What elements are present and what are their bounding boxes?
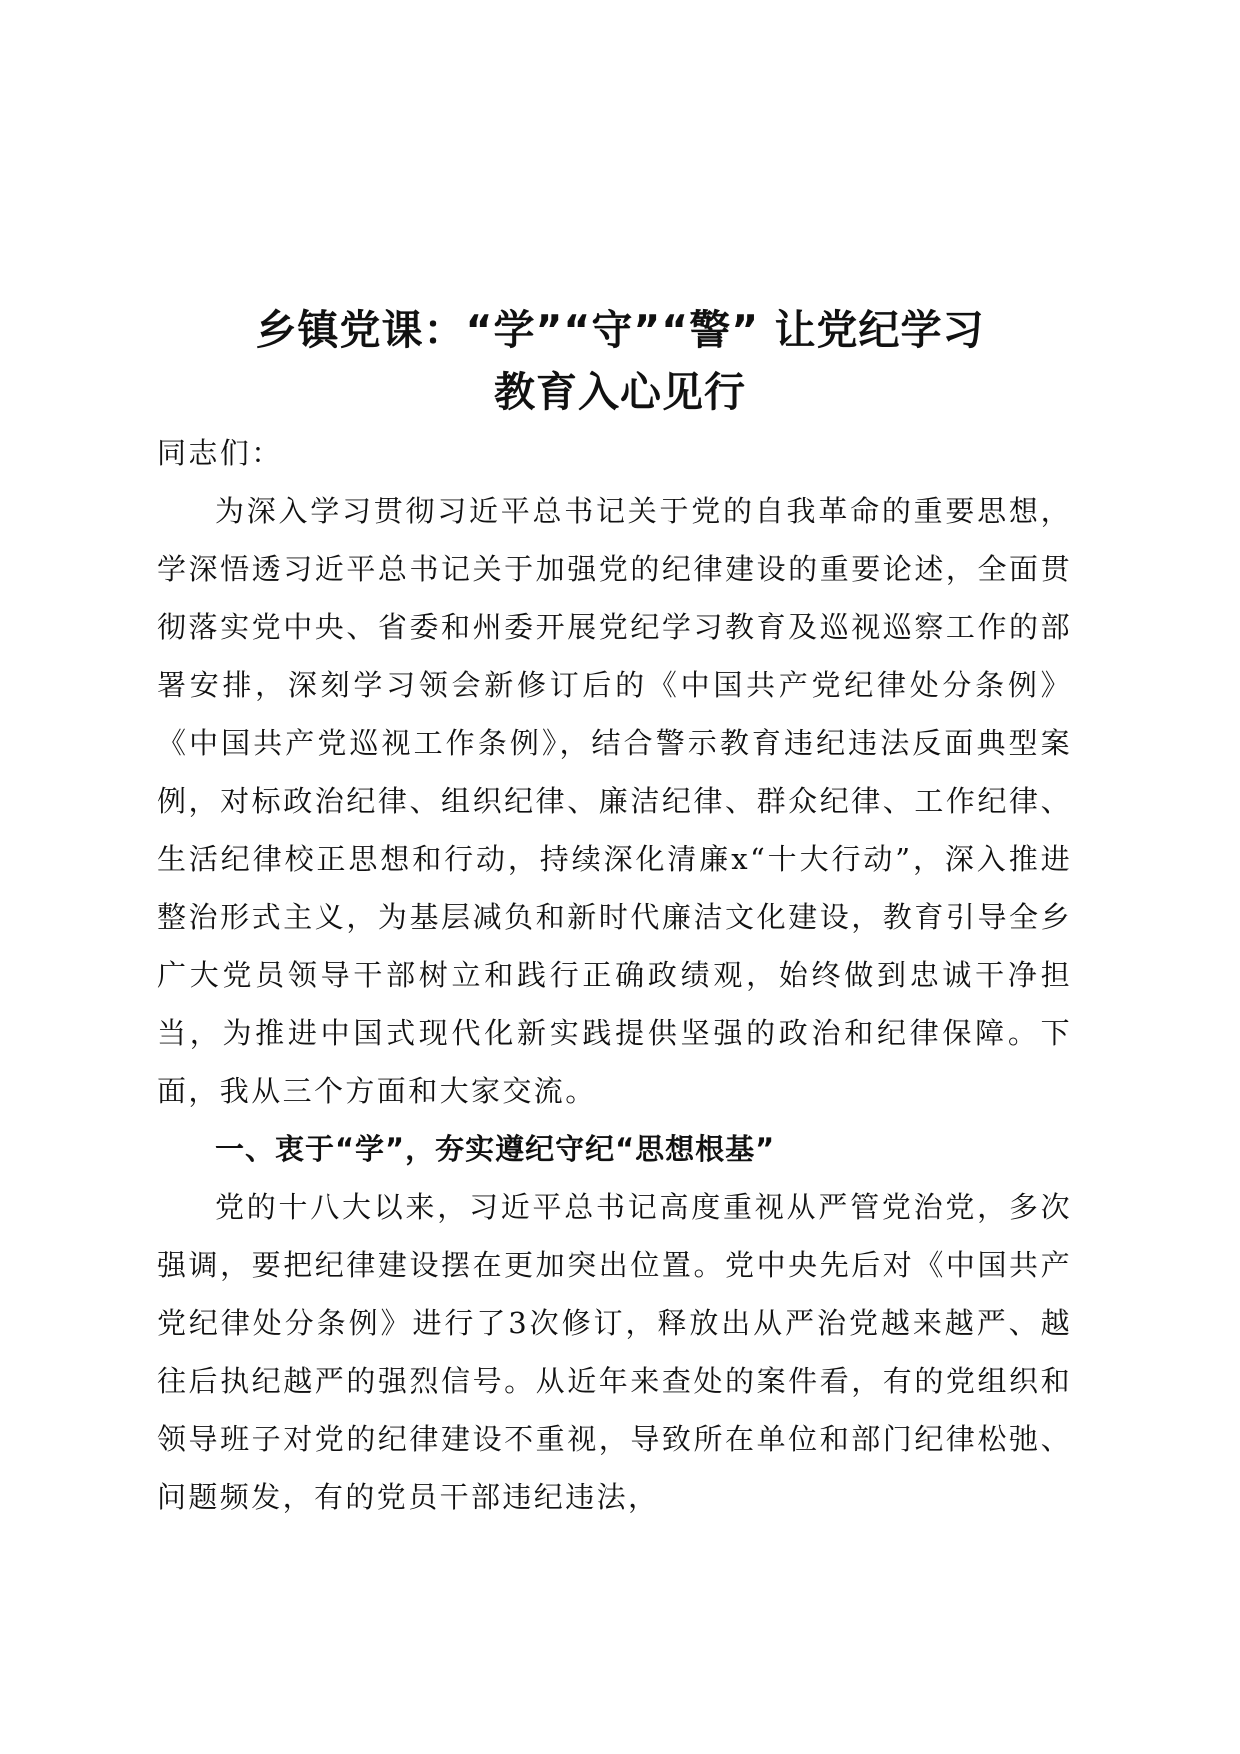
document-title xyxy=(150,299,1090,423)
paragraph-section-1: 党的十八大以来，习近平总书记高度重视从严管党治党，多次强调，要把纪律建设摆在更加突出位置。党中央先后对《中国共产党纪律处分条例》进行了3次修订，释放出从严治党越来越严、越往后执纪越严的强烈信号。从近年来查处的案件看，有的党组织和领导班子对党的纪律建设不重视，导致所在单位和部门纪律松弛、问题频发，有的党员干部违纪违法， xyxy=(157,1190,1072,1514)
document-body xyxy=(157,424,1072,1526)
title-line-2: 教育入心见行 xyxy=(494,368,746,417)
section-heading-1: 一、衷于“学”，夯实遵纪守纪“思想根基” xyxy=(215,1132,776,1166)
title-line-1: 乡镇党课：“学”“守”“警” 让党纪学习 xyxy=(255,306,985,355)
salutation: 同志们： xyxy=(157,436,283,470)
paragraph-intro: 为深入学习贯彻习近平总书记关于党的自我革命的重要思想，学深悟透习近平总书记关于加强党的纪律建设的重要论述，全面贯彻落实党中央、省委和州委开展党纪学习教育及巡视巡察工作的部署安排，深刻学习领会新修订后的《中国共产党纪律处分条例》《中国共产党巡视工作条例》，结合警示教育违纪违法反面典型案例，对标政治纪律、组织纪律、廉洁纪律、群众纪律、工作纪律、生活纪律校正思想和行动，持续深化清廉x“十大行动”，深入推进整治形式主义，为基层减负和新时代廉洁文化建设，教育引导全乡广大党员领导干部树立和践行正确政绩观，始终做到忠诚干净担当，为推进中国式现代化新实践提供坚强的政治和纪律保障。下面，我从三个方面和大家交流。 xyxy=(157,494,1072,1108)
